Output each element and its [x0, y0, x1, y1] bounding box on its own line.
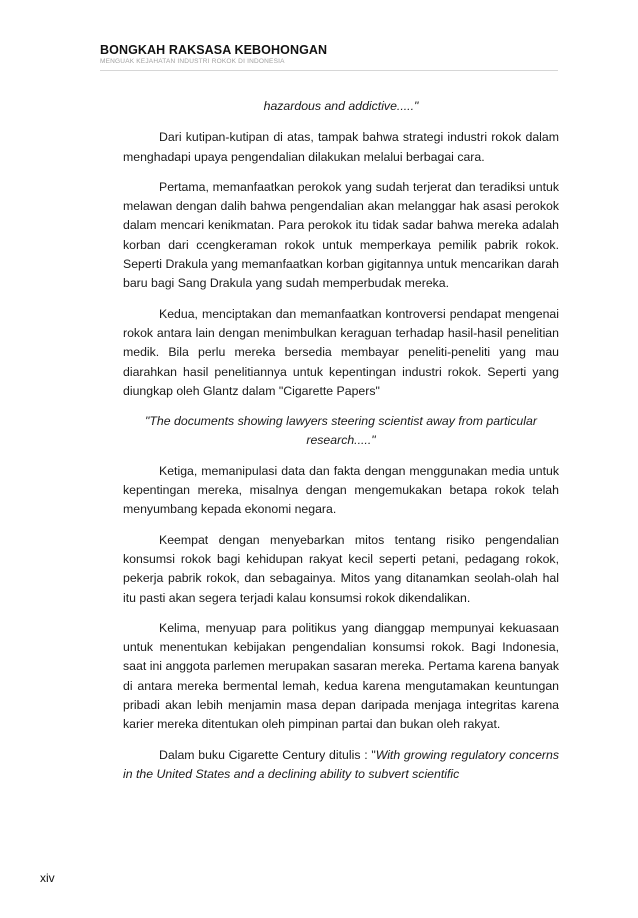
quote-ending: hazardous and addictive....." [263, 99, 419, 113]
paragraph-2: Pertama, memanfaatkan perokok yang sudah terjerat dan teradiksi untuk melawan dengan dalih bahwa pengendalian akan melanggar hak asasi perokok dalam mencari kenikmatan. Para perokok itu tidak sadar bahwa mereka adalah korban dari ccengkeraman rokok untuk memperkaya pemilik pabrik rokok. Seperti Drakula yang memanfaatkan korban gigitannya untuk mencarikan darah baru bagi Sang Drakula yang sudah memperbudak mereka. [123, 179, 559, 291]
running-header [100, 43, 558, 71]
paragraph-5: Keempat dengan menyebarkan mitos tentang risiko pengendalian konsumsi rokok bagi kehidupan rakyat kecil seperti petani, pedagang rokok, pekerja pabrik rokok, dan sebagainya. Mitos yang ditanamkan seolah-olah hal itu pasti akan segera terjadi kalau konsumsi rokok dikendalikan. [123, 532, 559, 605]
paragraph-3: Kedua, menciptakan dan memanfaatkan kontroversi pendapat mengenai rokok antara lain dengan menimbulkan keraguan terhadap hasil-hasil penelitian medik. Bila perlu mereka bersedia membayar peneliti-peneliti yang mau diarahkan hasil penelitiannya untuk kepentingan industri rokok. Seperti yang diungkap oleh Glantz dalam "Cigarette Papers" [123, 306, 559, 398]
paragraph-6: Kelima, menyuap para politikus yang dianggap mempunyai kekuasaan untuk menentukan kebijakan pengendalian konsumsi rokok. Bagi Indonesia, saat ini anggota parlemen merupakan sasaran mereka. Pertama karena banyak di antara mereka bermental lemah, kedua karena mengutamakan keuntungan pribadi akan lebih menjamin masa depan daripada menjaga integritas karena karier mereka ditentukan oleh pimpinan partai dan bukan oleh rakyat. [123, 620, 559, 732]
page-number: xiv [40, 871, 55, 885]
paragraph-1: Dari kutipan-kutipan di atas, tampak bahwa strategi industri rokok dalam menghadapi upaya pengendalian dilakukan melalui berbagai cara. [123, 130, 559, 164]
paragraph-4: Ketiga, memanipulasi data dan fakta dengan menggunakan media untuk kepentingan mereka, misalnya dengan mengemukakan betapa rokok telah menyumbang kepada ekonomi negara. [123, 463, 559, 517]
header-title: BONGKAH RAKSASA KEBOHONGAN [100, 43, 328, 57]
paragraph-7 [123, 746, 559, 785]
paragraph-7-lead: Dalam buku Cigarette Century ditulis : " [159, 747, 376, 762]
paragraph-7-italic: With growing regulatory concerns in the United States and a declining ability to subvert scientific [123, 747, 559, 781]
quote-glantz: "The documents showing lawyers steering scientist away from particular research....." [145, 414, 537, 448]
page-body [123, 97, 559, 795]
header-subtitle: MENGUAK KEJAHATAN INDUSTRI ROKOK DI INDONESIA [100, 58, 285, 65]
